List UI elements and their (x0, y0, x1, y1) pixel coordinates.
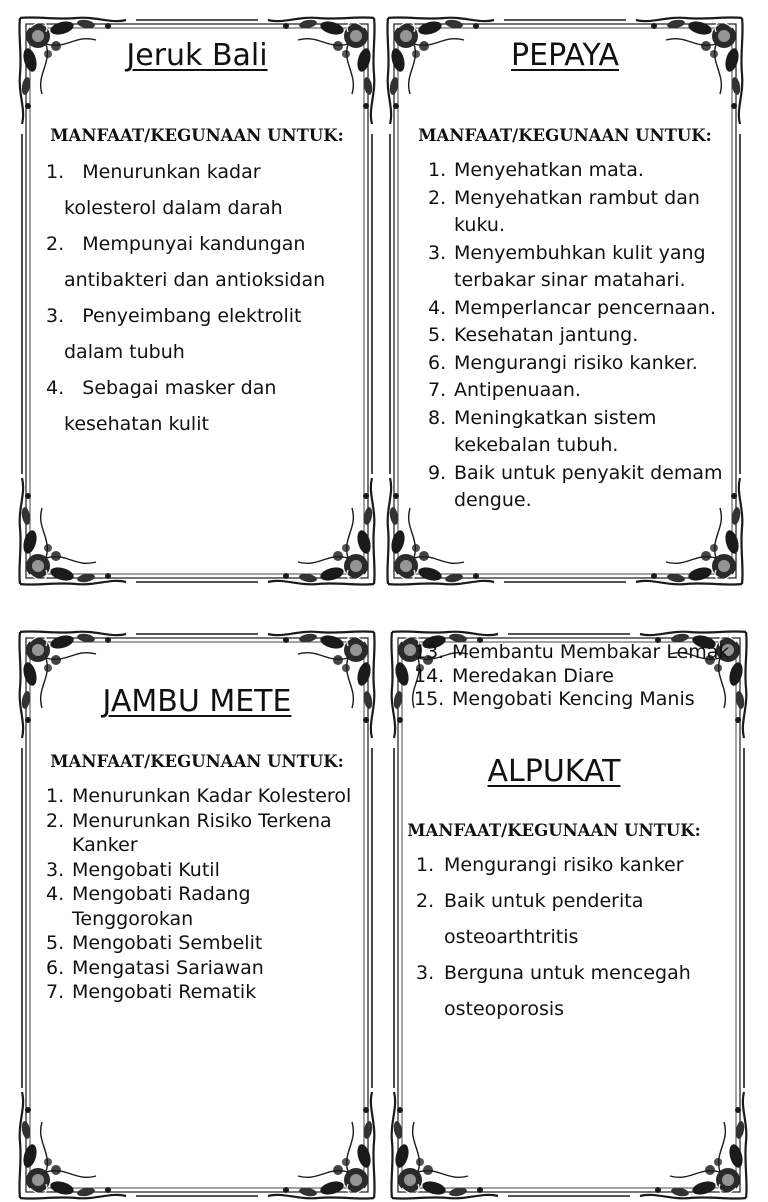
list-item-continuation: kesehatan kulit (64, 413, 209, 435)
benefits-list (428, 157, 728, 515)
card-title: JAMBU METE (102, 684, 292, 719)
list-item: 2. Baik untuk penderita osteoarthtritis (416, 890, 644, 948)
list-item: 4. Mengobati Radang Tenggorokan (46, 883, 251, 930)
benefits-subtitle: MANFAAT/KEGUNAAN UNTUK: (407, 821, 701, 840)
card-title: PEPAYA (511, 38, 619, 73)
card-jeruk-bali (16, 14, 378, 588)
card-pepaya (384, 14, 746, 588)
benefits-list (46, 154, 366, 442)
benefits-subtitle: MANFAAT/KEGUNAAN UNTUK: (50, 126, 344, 145)
overflow-list (414, 641, 730, 712)
benefits-subtitle: MANFAAT/KEGUNAAN UNTUK: (50, 752, 344, 771)
list-item: 8. Meningkatkan sistem kekebalan tubuh. (428, 406, 657, 456)
list-item: 15. Mengobati Kencing Manis (414, 688, 695, 710)
benefits-list (416, 847, 736, 1027)
card-title: ALPUKAT (487, 754, 621, 789)
list-item: 1. Menurunkan Kadar Kolesterol (46, 785, 352, 807)
benefits-subtitle: MANFAAT/KEGUNAAN UNTUK: (418, 126, 712, 145)
list-item: 6. Mengurangi risiko kanker. (428, 351, 698, 374)
list-item: 5. Kesehatan jantung. (428, 324, 639, 346)
list-item: 5. Mengobati Sembelit (46, 932, 263, 954)
list-item: 7. Mengobati Rematik (46, 981, 257, 1003)
list-item-continuation: kolesterol dalam darah (64, 197, 283, 219)
card-title: Jeruk Bali (126, 38, 268, 73)
list-item: 2. Menyehatkan rambut dan kuku. (428, 186, 700, 236)
list-item-continuation: dalam tubuh (64, 341, 185, 363)
list-item: 3. Mengobati Kutil (46, 858, 220, 881)
list-item: 14. Meredakan Diare (414, 664, 614, 687)
list-item: 3. Menyembuhkan kulit yang terbakar sinar matahari. (428, 241, 706, 291)
card-alpukat (388, 628, 750, 1048)
list-item: 1. Mengurangi risiko kanker (416, 854, 684, 876)
list-item: 9. Baik untuk penyakit demam dengue. (428, 461, 723, 511)
benefits-list (46, 784, 366, 1005)
list-item: 6. Mengatasi Sariawan (46, 956, 264, 979)
list-item: 3. Penyeimbang elektrolit (46, 305, 302, 327)
list-item: 1. Menyehatkan mata. (428, 159, 644, 181)
list-item: 7. Antipenuaan. (428, 379, 581, 401)
list-item: 2. Menurunkan Risiko Terkena Kanker (46, 809, 332, 856)
list-item-continuation: antibakteri dan antioksidan (64, 269, 326, 291)
list-item: 1. Menurunkan kadar (46, 161, 261, 183)
list-item: 13. Membantu Membakar Lemak (414, 641, 730, 663)
list-item: 3. Berguna untuk mencegah osteoporosis (416, 962, 691, 1020)
list-item: 4. Sebagai masker dan (46, 377, 277, 399)
list-item: 4. Memperlancar pencernaan. (428, 296, 716, 319)
list-item: 2. Mempunyai kandungan (46, 233, 306, 255)
card-jambu-mete (16, 628, 378, 1048)
